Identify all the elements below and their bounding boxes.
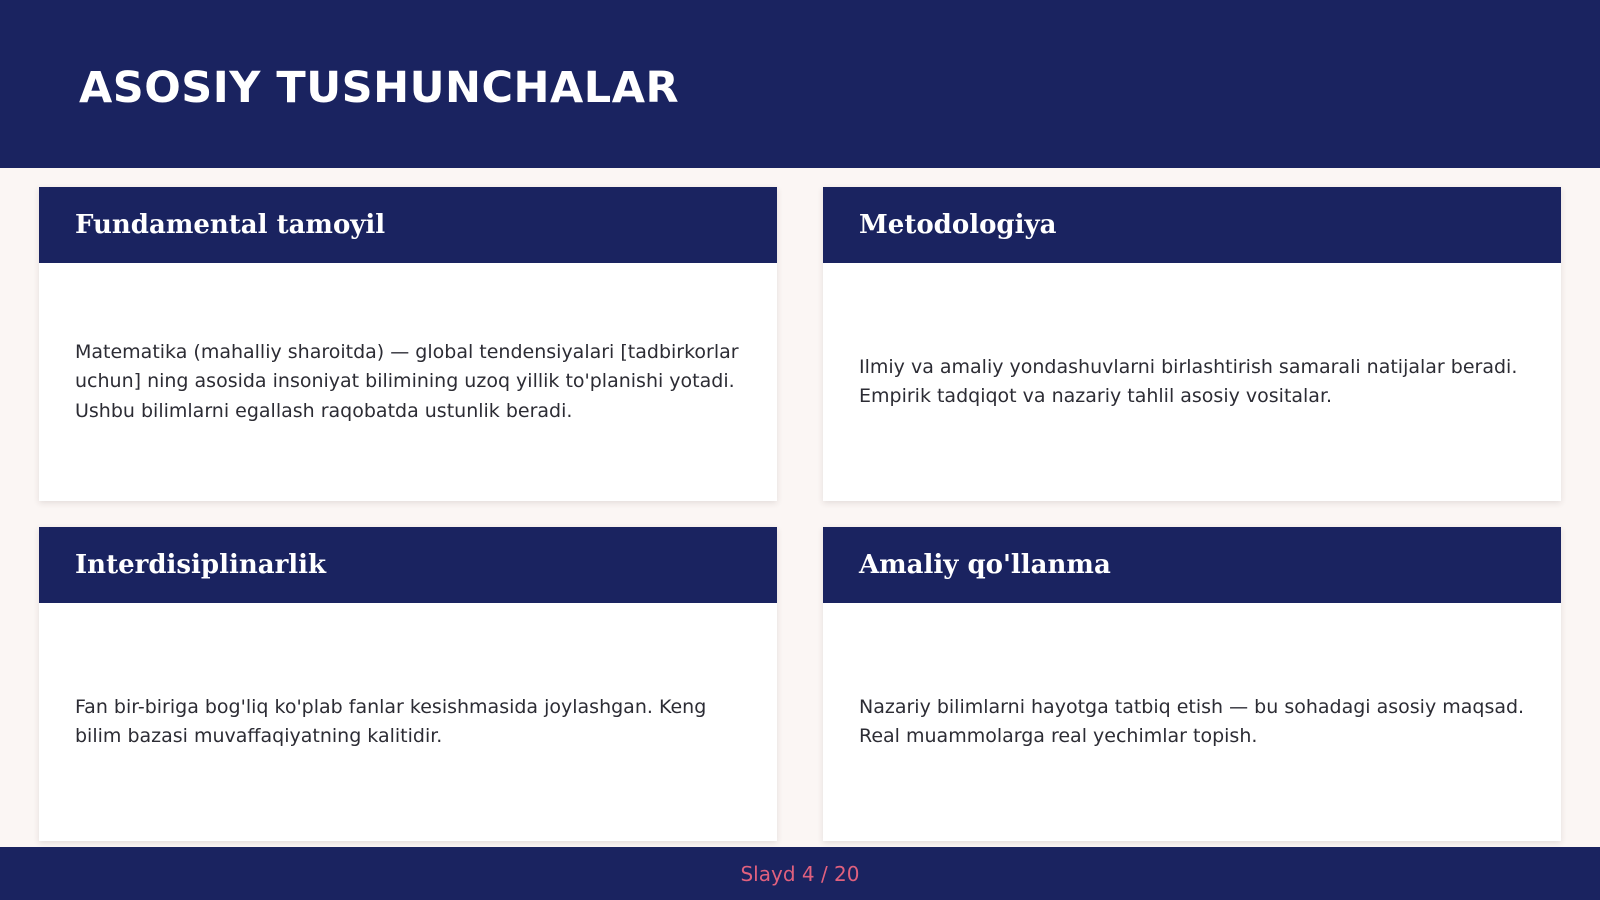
card-header bbox=[39, 527, 777, 603]
card-text: Ilmiy va amaliy yondashuvlarni birlashtirish samarali natijalar beradi. Empirik tadqiqot va nazariy tahlil asosiy vositalar. bbox=[859, 355, 1518, 407]
slide-header bbox=[0, 0, 1600, 168]
card-text: Fan bir-biriga bog'liq ko'plab fanlar kesishmasida joylashgan. Keng bilim bazasi muvaffaqiyatning kalitidir. bbox=[75, 695, 707, 747]
slide-title: ASOSIY TUSHUNCHALAR bbox=[79, 63, 680, 113]
card-header bbox=[823, 187, 1561, 263]
card-practical-application bbox=[823, 527, 1561, 841]
card-interdisciplinarity bbox=[39, 527, 777, 841]
card-body bbox=[39, 603, 777, 841]
card-fundamental-principle bbox=[39, 187, 777, 501]
card-methodology bbox=[823, 187, 1561, 501]
card-title: Interdisiplinarlik bbox=[75, 550, 327, 580]
card-header bbox=[39, 187, 777, 263]
card-body bbox=[823, 263, 1561, 501]
slide-counter: Slayd 4 / 20 bbox=[740, 861, 860, 886]
card-body bbox=[823, 603, 1561, 841]
card-body bbox=[39, 263, 777, 501]
card-title: Fundamental tamoyil bbox=[75, 210, 386, 240]
card-title: Amaliy qo'llanma bbox=[859, 550, 1111, 580]
card-text: Matematika (mahalliy sharoitda) — global tendensiyalari [tadbirkorlar uchun] ning asosida insoniyat bilimining uzoq yillik to'planishi yotadi. Ushbu bilimlarni egallash raqobatda ustunlik beradi. bbox=[75, 340, 739, 422]
card-header bbox=[823, 527, 1561, 603]
card-text: Nazariy bilimlarni hayotga tatbiq etish — bu sohadagi asosiy maqsad. Real muammolarga real yechimlar topish. bbox=[859, 695, 1525, 747]
slide-footer bbox=[0, 847, 1600, 900]
card-title: Metodologiya bbox=[859, 210, 1057, 240]
